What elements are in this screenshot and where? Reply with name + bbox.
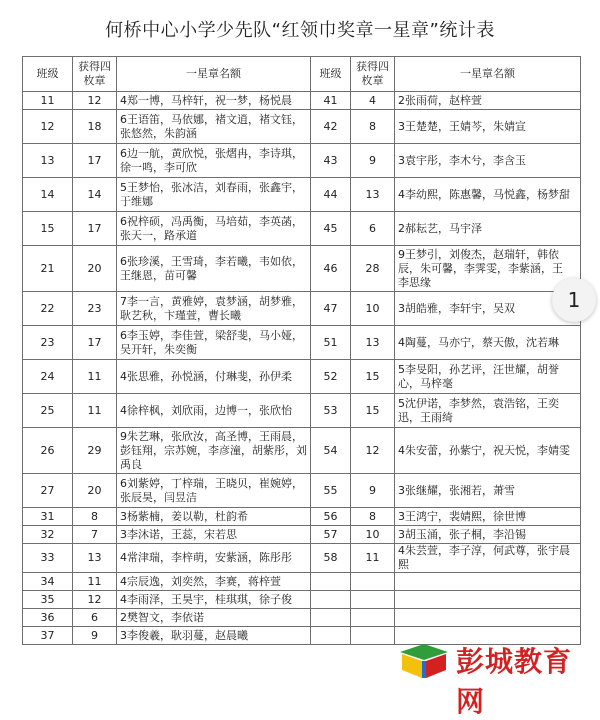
empty-cell (311, 609, 351, 627)
badge-count-cell: 12 (73, 92, 117, 110)
class-cell: 15 (23, 212, 73, 246)
badge-count-cell: 13 (351, 326, 395, 360)
badge-count-cell: 8 (73, 508, 117, 526)
names-cell: 4徐梓枫，刘欣雨，边博一，张欣怡 (117, 394, 311, 428)
empty-cell (311, 627, 351, 645)
class-cell: 52 (311, 360, 351, 394)
class-cell: 34 (23, 573, 73, 591)
class-cell: 31 (23, 508, 73, 526)
names-cell: 4张思雅，孙悦涵，付琳斐，孙伊柔 (117, 360, 311, 394)
stats-table (22, 56, 581, 645)
table-row (23, 544, 581, 573)
badge-count-cell: 11 (351, 544, 395, 573)
badge-count-cell: 8 (351, 508, 395, 526)
badge-count-cell: 11 (73, 360, 117, 394)
badge-count-cell: 12 (73, 591, 117, 609)
names-cell: 3李俊羲，耿羽蔓，赵晨曦 (117, 627, 311, 645)
names-cell: 2张雨荷，赵梓萱 (395, 92, 581, 110)
table-row (23, 394, 581, 428)
header-badge-count-left: 获得四枚章 (73, 57, 117, 92)
class-cell: 13 (23, 144, 73, 178)
names-cell: 6祝梓硕，冯禹衡，马培茹，李英菡，张天一，路承道 (117, 212, 311, 246)
class-cell: 27 (23, 474, 73, 508)
names-cell: 4宗辰逸，刘奕然，李赛，蒋梓萱 (117, 573, 311, 591)
badge-count-cell: 15 (351, 360, 395, 394)
names-cell: 4郑一博，马梓轩，祝一梦，杨悦晨 (117, 92, 311, 110)
class-cell: 41 (311, 92, 351, 110)
badge-count-cell: 7 (73, 526, 117, 544)
class-cell: 26 (23, 428, 73, 474)
class-cell: 37 (23, 627, 73, 645)
empty-cell (395, 609, 581, 627)
badge-count-cell: 10 (351, 526, 395, 544)
empty-cell (395, 591, 581, 609)
class-cell: 54 (311, 428, 351, 474)
table-row (23, 178, 581, 212)
names-cell: 3王楚楚，王婧芩，朱婧宣 (395, 110, 581, 144)
badge-count-cell: 17 (73, 144, 117, 178)
badge-count-cell: 18 (73, 110, 117, 144)
names-cell: 3袁宇彤，李木兮，李含玉 (395, 144, 581, 178)
class-cell: 23 (23, 326, 73, 360)
badge-count-cell: 6 (351, 212, 395, 246)
badge-count-cell: 17 (73, 326, 117, 360)
table-body (23, 92, 581, 645)
class-cell: 33 (23, 544, 73, 573)
empty-cell (351, 573, 395, 591)
table-row (23, 144, 581, 178)
table-row (23, 326, 581, 360)
class-cell: 56 (311, 508, 351, 526)
page-number-badge[interactable]: 1 (552, 278, 596, 322)
header-row (23, 57, 581, 92)
class-cell: 25 (23, 394, 73, 428)
names-cell: 9王梦引，刘俊杰，赵瑞轩，韩依辰，朱可馨，李霁雯，李紫涵，王 李思缘 (395, 246, 581, 292)
class-cell: 57 (311, 526, 351, 544)
class-cell: 46 (311, 246, 351, 292)
badge-count-cell: 14 (73, 178, 117, 212)
badge-count-cell: 29 (73, 428, 117, 474)
badge-count-cell: 8 (351, 110, 395, 144)
names-cell: 6李玉婷，李佳萱，梁舒斐，马小娅，吴开轩，朱奕衡 (117, 326, 311, 360)
names-cell: 5李旻阳，孙艺评，汪世耀，胡誉心，马梓毫 (395, 360, 581, 394)
names-cell: 2郝耘艺，马宇泽 (395, 212, 581, 246)
names-cell: 6王语笛，马依娜，褚文逍，褚文钰，张悠然，朱韵涵 (117, 110, 311, 144)
badge-count-cell: 9 (351, 474, 395, 508)
class-cell: 42 (311, 110, 351, 144)
class-cell: 55 (311, 474, 351, 508)
class-cell: 45 (311, 212, 351, 246)
names-cell: 3李沐诺，王蕊，宋若思 (117, 526, 311, 544)
watermark-text: 彭城教育网 (456, 645, 573, 718)
book-logo-icon (398, 636, 450, 680)
table-row (23, 246, 581, 292)
names-cell: 7李一言，黄雅婷，袁梦涵，胡梦雅，耿艺秋，卞瑾萱，曹长曦 (117, 292, 311, 326)
names-cell: 6边一航，黄欣悦，张熠冉，李诗琪，徐一鸣，李可欣 (117, 144, 311, 178)
names-cell: 3杨紫楠，姜以勒，杜韵希 (117, 508, 311, 526)
badge-count-cell: 9 (351, 144, 395, 178)
empty-cell (311, 591, 351, 609)
empty-cell (351, 627, 395, 645)
table-row (23, 508, 581, 526)
class-cell: 47 (311, 292, 351, 326)
badge-count-cell: 9 (73, 627, 117, 645)
class-cell: 21 (23, 246, 73, 292)
table-row (23, 474, 581, 508)
table-row (23, 92, 581, 110)
names-cell: 4李幼熙，陈惠馨，马悦鑫，杨梦甜 (395, 178, 581, 212)
table-row (23, 360, 581, 394)
badge-count-cell: 12 (351, 428, 395, 474)
header-names-right: 一星章名额 (395, 57, 581, 92)
names-cell: 6刘紫婷，丁梓瑞，王晓贝，崔婉婷，张辰昊，闫昱洁 (117, 474, 311, 508)
table-row (23, 212, 581, 246)
badge-count-cell: 10 (351, 292, 395, 326)
class-cell: 44 (311, 178, 351, 212)
badge-count-cell: 11 (73, 394, 117, 428)
table-row (23, 110, 581, 144)
badge-count-cell: 23 (73, 292, 117, 326)
names-cell: 3胡玉涌，张子桐，李沿锡 (395, 526, 581, 544)
class-cell: 43 (311, 144, 351, 178)
badge-count-cell: 6 (73, 609, 117, 627)
names-cell: 5王梦怡，张冰洁，刘春雨，张鑫宇，于维娜 (117, 178, 311, 212)
badge-count-cell: 15 (351, 394, 395, 428)
header-class-left: 班级 (23, 57, 73, 92)
header-badge-count-right: 获得四枚章 (351, 57, 395, 92)
badge-count-cell: 13 (73, 544, 117, 573)
empty-cell (395, 573, 581, 591)
names-cell: 4朱芸萱，李子淳，何武尊，张宇晨熙 (395, 544, 581, 573)
badge-count-cell: 17 (73, 212, 117, 246)
table-row (23, 609, 581, 627)
badge-count-cell: 13 (351, 178, 395, 212)
table-row (23, 292, 581, 326)
names-cell: 5沈伊诺，李梦然，袁浩铭，王奕迅，王雨绮 (395, 394, 581, 428)
names-cell: 3胡皓雅，李轩宇，吴双 (395, 292, 581, 326)
class-cell: 22 (23, 292, 73, 326)
class-cell: 32 (23, 526, 73, 544)
watermark (398, 632, 598, 718)
header-names-left: 一星章名额 (117, 57, 311, 92)
class-cell: 53 (311, 394, 351, 428)
page-title: 何桥中心小学少先队“红领巾奖章一星章”统计表 (105, 20, 495, 41)
empty-cell (311, 573, 351, 591)
names-cell: 3张继耀，张湘若，萧雪 (395, 474, 581, 508)
class-cell: 51 (311, 326, 351, 360)
names-cell: 6张珍溪，王雪琦，李若曦，韦如依，王继恩，苗可馨 (117, 246, 311, 292)
class-cell: 58 (311, 544, 351, 573)
class-cell: 36 (23, 609, 73, 627)
badge-count-cell: 20 (73, 474, 117, 508)
badge-count-cell: 28 (351, 246, 395, 292)
names-cell: 3王鸿宁，裴婧熙，徐世博 (395, 508, 581, 526)
names-cell: 4常津瑞，李梓萌，安紫涵，陈彤彤 (117, 544, 311, 573)
header-class-right: 班级 (311, 57, 351, 92)
badge-count-cell: 11 (73, 573, 117, 591)
names-cell: 4陶蔓，马亦宁，蔡天傲，沈若琳 (395, 326, 581, 360)
names-cell: 2樊智文，李依诺 (117, 609, 311, 627)
empty-cell (351, 591, 395, 609)
class-cell: 24 (23, 360, 73, 394)
badge-count-cell: 20 (73, 246, 117, 292)
empty-cell (351, 609, 395, 627)
class-cell: 35 (23, 591, 73, 609)
table-row (23, 573, 581, 591)
names-cell: 4李雨泽，王昊宇，桂琪琪，徐子俊 (117, 591, 311, 609)
names-cell: 9朱艺琳，张欣汝，高圣博，王雨晨，彭钰翔，宗苏婉，李彦潼，胡紫彤，刘禹良 (117, 428, 311, 474)
class-cell: 12 (23, 110, 73, 144)
table-row (23, 526, 581, 544)
badge-count-cell: 4 (351, 92, 395, 110)
class-cell: 11 (23, 92, 73, 110)
table-row (23, 591, 581, 609)
names-cell: 4朱安蕾，孙紫宁，祝天悦，李婧雯 (395, 428, 581, 474)
table-row (23, 428, 581, 474)
class-cell: 14 (23, 178, 73, 212)
